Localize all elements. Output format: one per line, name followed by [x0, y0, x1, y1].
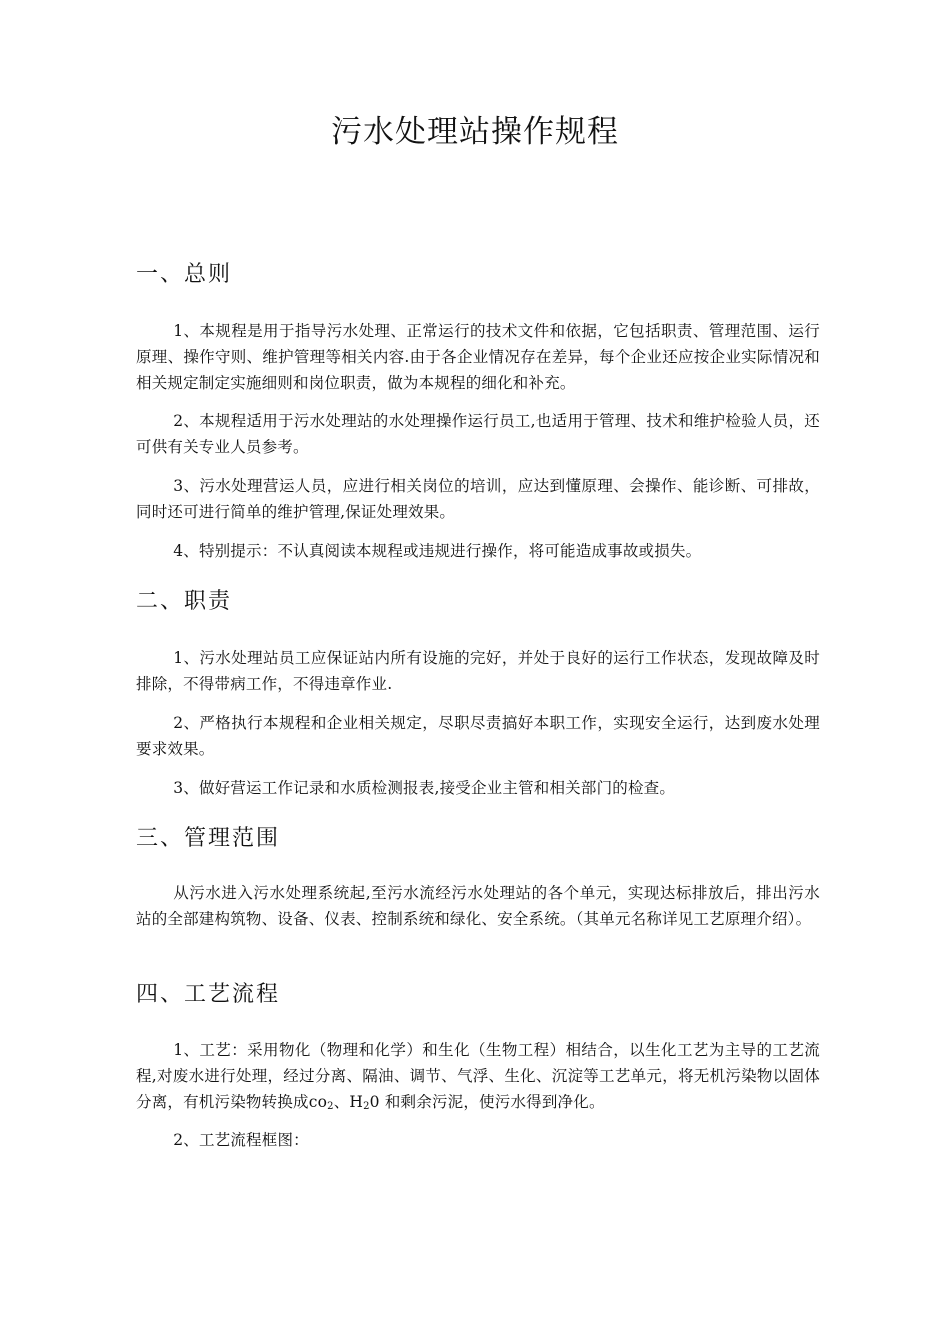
- document-title: 污水处理站操作规程: [331, 114, 619, 150]
- section-heading-duties: 二、职责: [136, 589, 233, 614]
- formula-separator: 、: [333, 1093, 350, 1111]
- paragraph: 1、本规程是用于指导污水处理、正常运行的技术文件和依据，它包括职责、管理范围、运行原理、操作守则、维护管理等相关内容.由于各企业情况存在差异，每个企业还应按企业实际情况和相关规定制定实施细则和岗位职责，做为本规程的细化和补充。: [136, 322, 820, 392]
- section-heading-process: 四、工艺流程: [136, 982, 281, 1007]
- paragraph: 2、本规程适用于污水处理站的水处理操作运行员工,也适用于管理、技术和维护检验人员，还可供有关专业人员参考。: [136, 412, 820, 456]
- paragraph: 2、严格执行本规程和企业相关规定，尽职尽责搞好本职工作，实现安全运行，达到废水处理要求效果。: [136, 714, 820, 758]
- paragraph: 3、做好营运工作记录和水质检测报表,接受企业主管和相关部门的检查。: [173, 779, 676, 797]
- paragraph: 从污水进入污水处理系统起,至污水流经污水处理站的各个单元，实现达标排放后，排出污水站的全部建构筑物、设备、仪表、控制系统和绿化、安全系统。（其单元名称详见工艺原理介绍）。: [136, 884, 820, 928]
- section-heading-scope: 三、管理范围: [136, 826, 281, 851]
- process-text-before: 1、工艺：采用物化（物理和化学）和生化（生物工程）相结合，以生化工艺为主导的工艺流程,对废水进行处理，经过分离、隔油、调节、气浮、生化、沉淀等工艺单元，将无机污染物以固体分离，有机污染物转换成: [136, 1041, 820, 1111]
- h2o-formula-h: H: [349, 1093, 364, 1111]
- h2o-formula-subscript: 2: [363, 1101, 370, 1112]
- paragraph: 3、污水处理营运人员，应进行相关岗位的培训，应达到懂原理、会操作、能诊断、可排故，同时还可进行简单的维护管理,保证处理效果。: [136, 477, 820, 521]
- paragraph: 2、工艺流程框图：: [173, 1131, 309, 1149]
- section-heading-general: 一、总则: [136, 262, 233, 287]
- paragraph: 1、污水处理站员工应保证站内所有设施的完好，并处于良好的运行工作状态，发现故障及时排除，不得带病工作，不得违章作业.: [136, 649, 820, 693]
- co2-formula-co: co: [308, 1093, 328, 1111]
- paragraph: 4、特别提示：不认真阅读本规程或违规进行操作，将可能造成事故或损失。: [173, 542, 702, 560]
- process-text-after: 0 和剩余污泥，使污水得到净化。: [369, 1093, 605, 1111]
- co2-formula-subscript: 2: [327, 1101, 334, 1112]
- paragraph-process: [136, 1037, 820, 1120]
